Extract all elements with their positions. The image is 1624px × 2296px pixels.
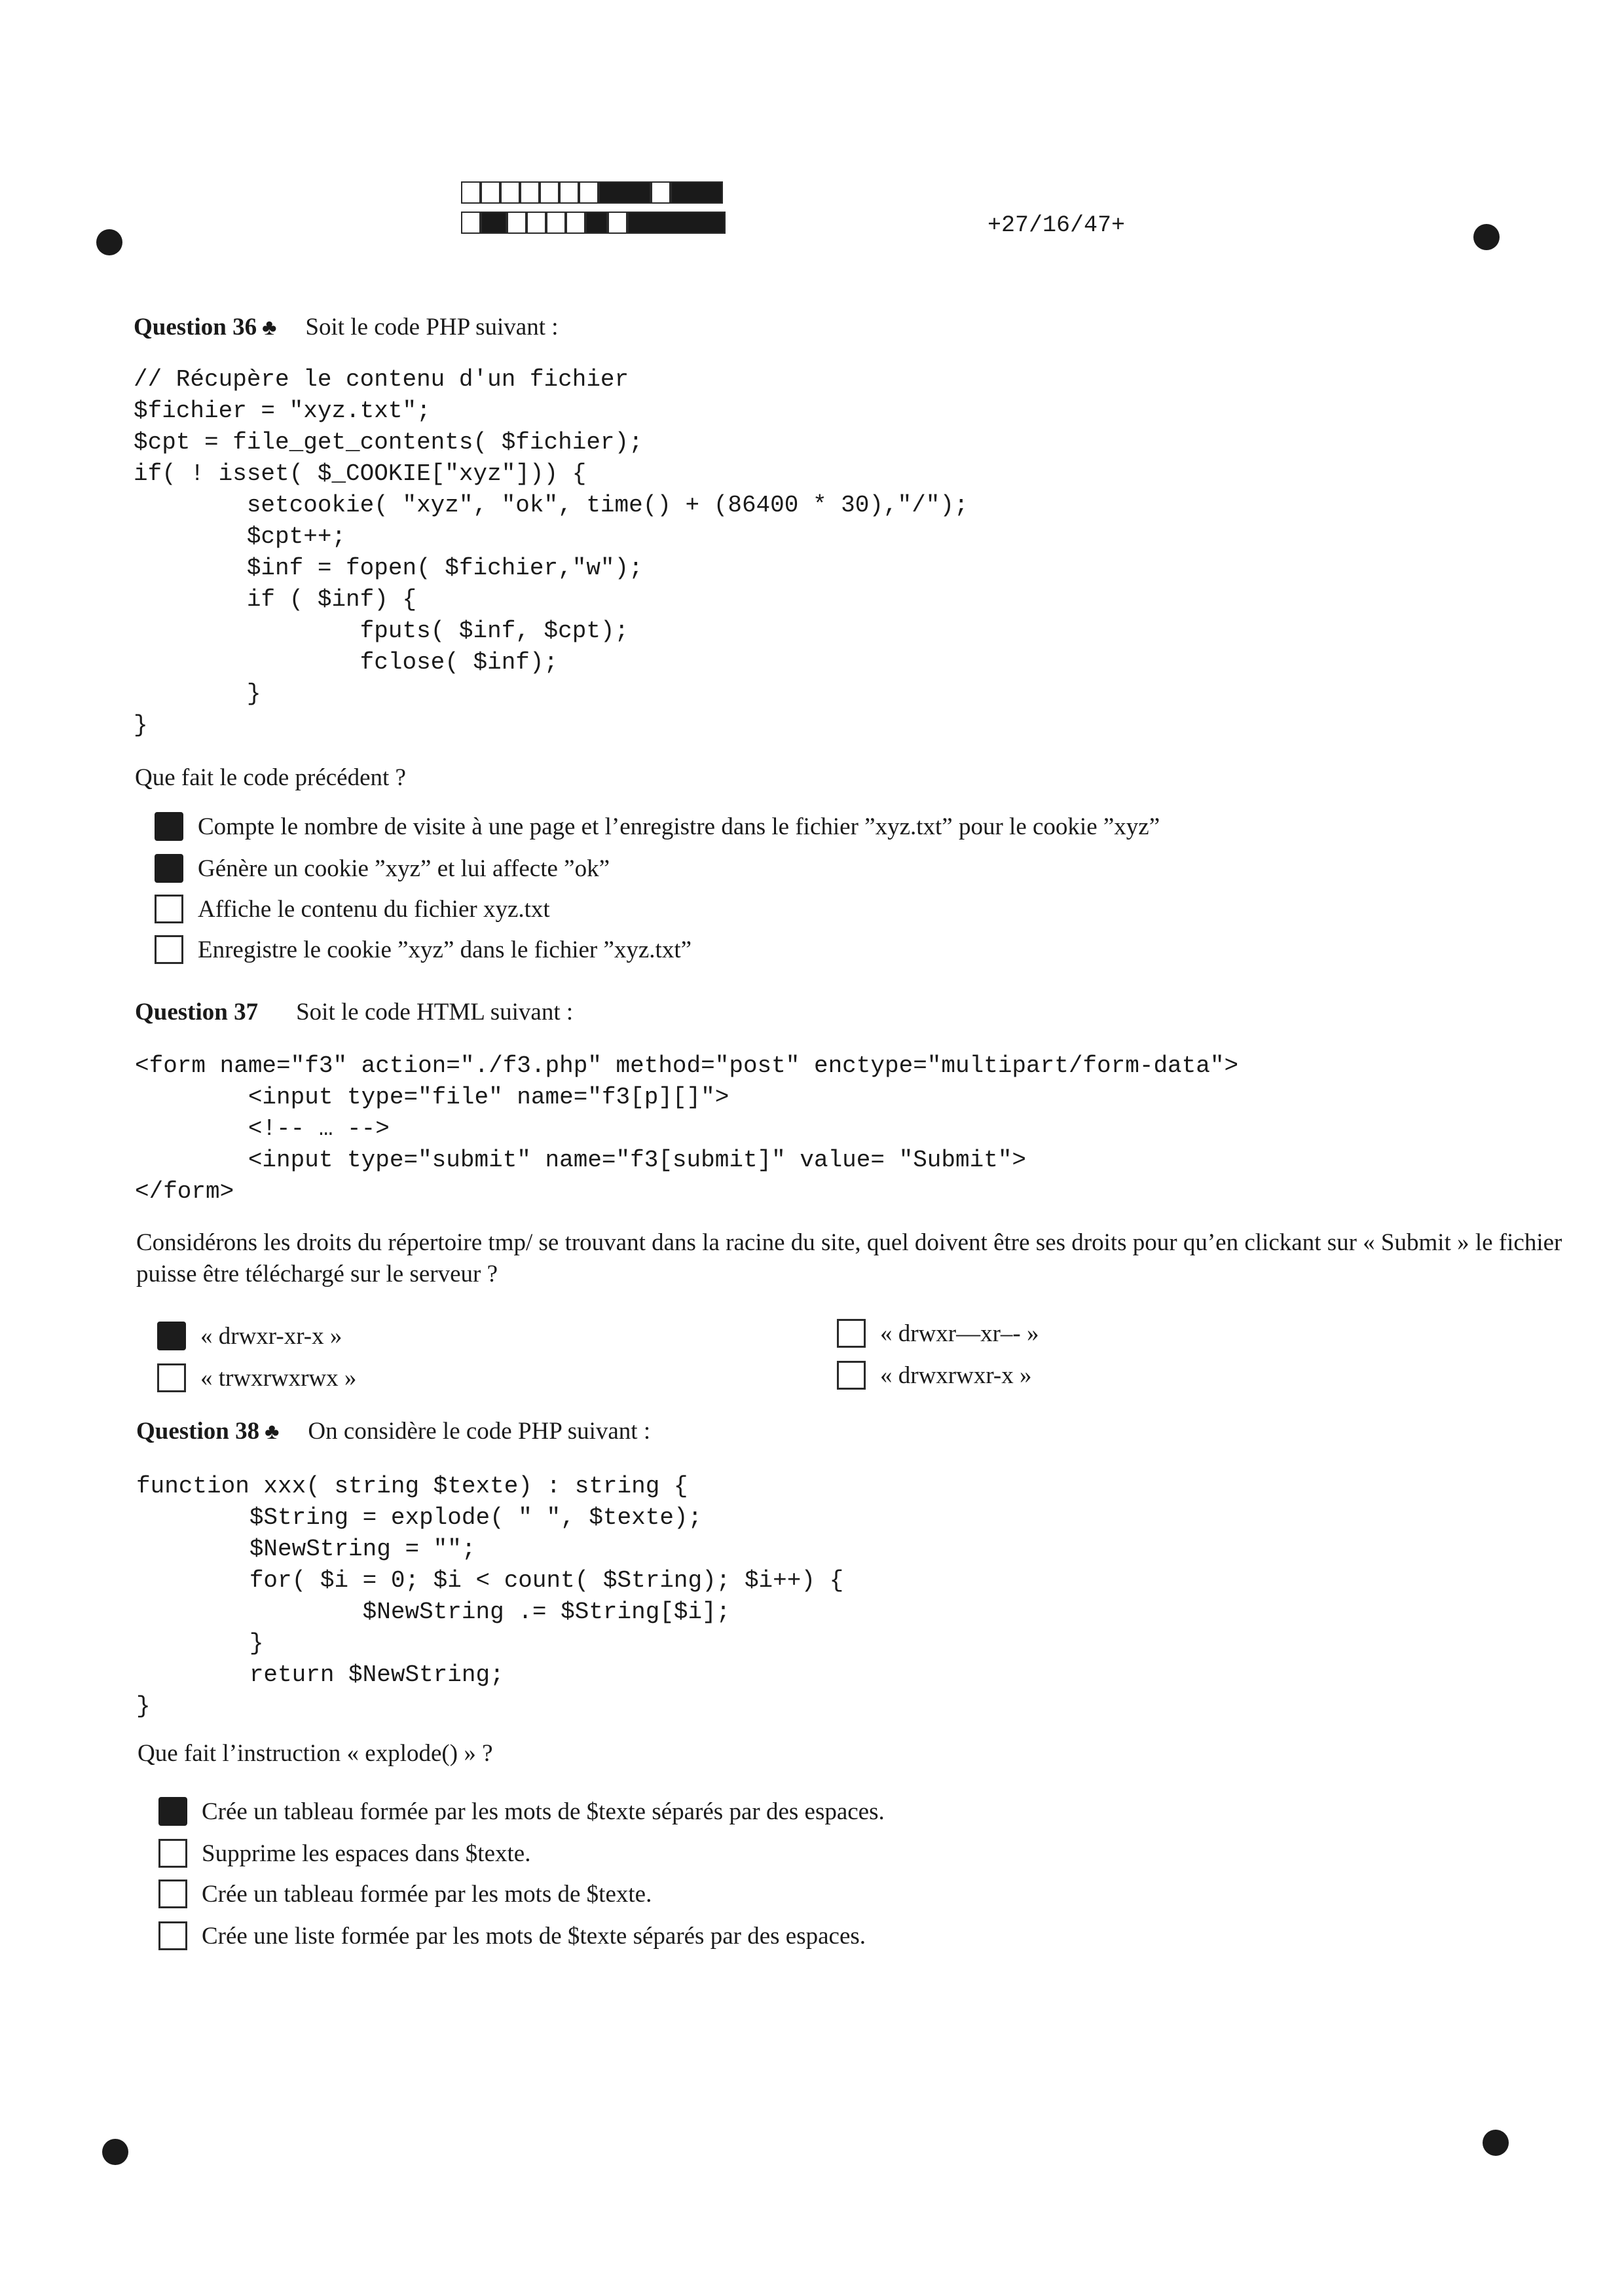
question-37-label: Question 37 [135, 999, 259, 1026]
q37-option-3-text: « trwxrwxrwx » [200, 1364, 357, 1392]
q37-option-2[interactable] [837, 1319, 1039, 1348]
q38-option-4-text: Crée une liste formée par les mots de $texte séparés par des espaces. [202, 1922, 866, 1950]
q36-option-3[interactable] [155, 895, 550, 923]
question-37-code: <form name="f3" action="./f3.php" method="post" enctype="multipart/form-data"> <input type="file" name="f3[p][]"> <!-- … --> <input type="submit" name="f3[submit]" value= "Submit"> </form> [135, 1052, 1239, 1205]
question-37-prompt: Considérons les droits du répertoire tmp/ se trouvant dans la racine du site, quel doivent être ses droits pour qu’en clickant sur « Submit » le fichier puisse être téléchargé sur le serveur ? [136, 1229, 1562, 1287]
question-37-title [135, 998, 573, 1026]
q36-option-3-text: Affiche le contenu du fichier xyz.txt [198, 895, 550, 923]
q37-option-1-text: « drwxr-xr-x » [200, 1322, 342, 1350]
question-36-prompt: Que fait le code précédent ? [135, 764, 406, 791]
q37-option-3[interactable] [157, 1363, 356, 1392]
question-36-label: Question 36 [134, 314, 257, 341]
q37-option-2-text: « drwxr—xr–- » [880, 1320, 1039, 1347]
barcode-row-2 [461, 212, 726, 236]
q36-option-4[interactable] [155, 935, 692, 964]
q36-option-2[interactable] [155, 854, 610, 883]
registration-mark-top-left [96, 229, 122, 255]
q36-option-2-checkbox[interactable] [155, 854, 183, 883]
q37-option-4[interactable] [837, 1361, 1032, 1390]
q37-option-3-checkbox[interactable] [157, 1363, 186, 1392]
q38-option-4-checkbox[interactable] [158, 1921, 187, 1950]
question-38-title [136, 1417, 650, 1445]
question-36-title [134, 313, 559, 341]
registration-mark-top-right [1473, 224, 1500, 250]
q38-option-3-checkbox[interactable] [158, 1879, 187, 1908]
page-identifier: +27/16/47+ [987, 212, 1126, 238]
q36-option-4-checkbox[interactable] [155, 935, 183, 964]
registration-mark-bottom-left [102, 2139, 128, 2165]
q38-option-1-text: Crée un tableau formée par les mots de $texte séparés par des espaces. [202, 1798, 885, 1825]
q37-option-4-text: « drwxrwxr-x » [880, 1361, 1032, 1389]
question-38-prompt: Que fait l’instruction « explode() » ? [138, 1740, 493, 1767]
registration-mark-bottom-right [1483, 2130, 1509, 2156]
q38-option-2-checkbox[interactable] [158, 1839, 187, 1868]
question-38-intro: On considère le code PHP suivant : [308, 1418, 651, 1445]
q37-option-1[interactable] [157, 1322, 342, 1350]
q37-option-1-checkbox[interactable] [157, 1322, 186, 1350]
q37-option-2-checkbox[interactable] [837, 1319, 866, 1348]
q38-option-3-text: Crée un tableau formée par les mots de $texte. [202, 1880, 652, 1908]
q38-option-2[interactable] [158, 1839, 530, 1868]
barcode-row-1 [461, 181, 723, 206]
club-icon: ♣ [262, 316, 277, 340]
question-38-label: Question 38 [136, 1418, 260, 1445]
question-36-intro: Soit le code PHP suivant : [305, 314, 559, 341]
question-38-code: function xxx( string $texte) : string { $String = explode( " ", $texte); $NewString = ""; for( $i = 0; $i < count( $String); $i++) { $NewString .= $String[$i]; } return $NewString; } [136, 1473, 844, 1720]
q38-option-1-checkbox[interactable] [158, 1797, 187, 1826]
q38-option-1[interactable] [158, 1797, 885, 1826]
q36-option-3-checkbox[interactable] [155, 895, 183, 923]
q36-option-2-text: Génère un cookie ”xyz” et lui affecte ”ok” [198, 855, 610, 882]
q36-option-1[interactable] [155, 812, 1160, 841]
club-icon: ♣ [265, 1420, 280, 1444]
q38-option-3[interactable] [158, 1879, 652, 1908]
q38-option-4[interactable] [158, 1921, 866, 1950]
q36-option-4-text: Enregistre le cookie ”xyz” dans le fichier ”xyz.txt” [198, 936, 692, 963]
question-37-intro: Soit le code HTML suivant : [296, 999, 574, 1026]
q37-option-4-checkbox[interactable] [837, 1361, 866, 1390]
q36-option-1-text: Compte le nombre de visite à une page et l’enregistre dans le fichier ”xyz.txt” pour le cookie ”xyz” [198, 813, 1160, 840]
q38-option-2-text: Supprime les espaces dans $texte. [202, 1840, 531, 1867]
q36-option-1-checkbox[interactable] [155, 812, 183, 841]
question-36-code: // Récupère le contenu d'un fichier $fichier = "xyz.txt"; $cpt = file_get_contents( $fichier); if( ! isset( $_COOKIE["xyz"])) { setcookie( "xyz", "ok", time() + (86400 * 30),"/"); $cpt++; $inf = fopen( $fichier,"w"); if ( $inf) { fputs( $inf, $cpt); fclose( $inf); } } [134, 366, 969, 739]
